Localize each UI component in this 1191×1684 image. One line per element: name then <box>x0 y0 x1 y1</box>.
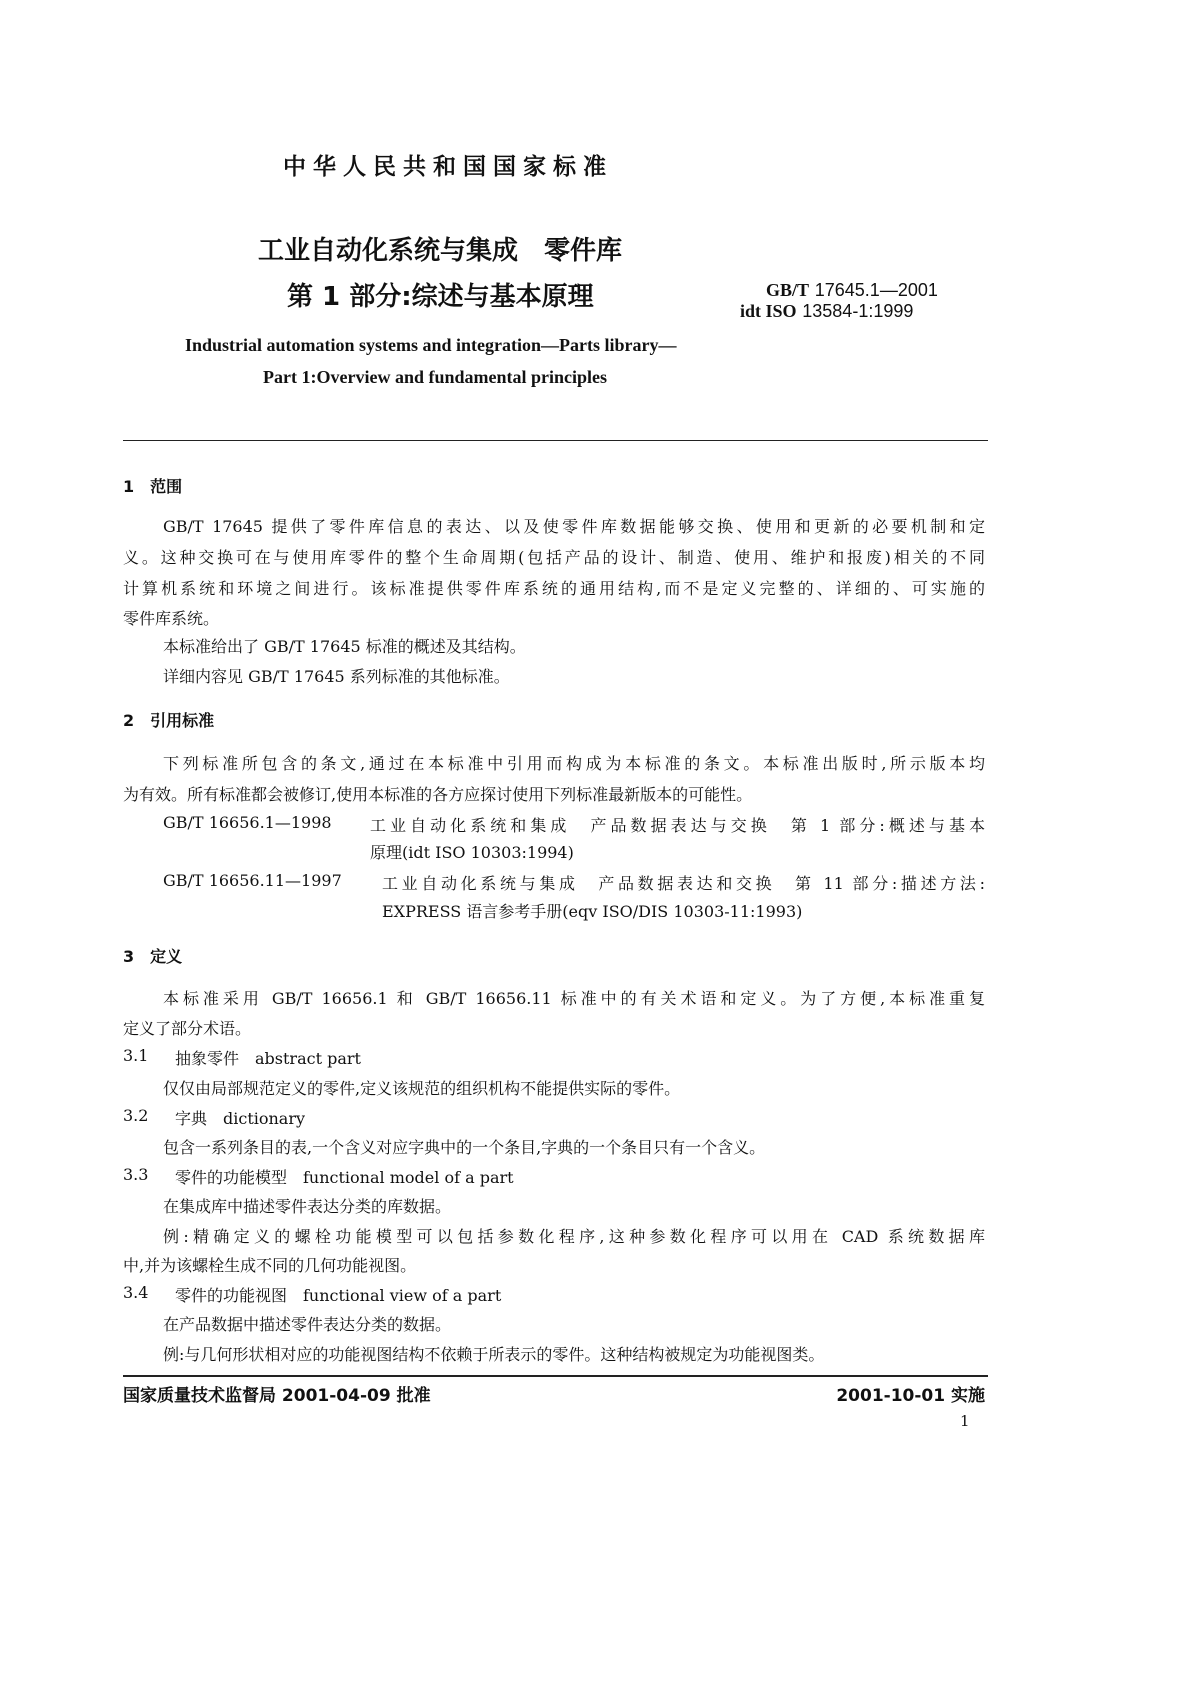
paragraph-line: 本标准给出了 GB/T 17645 标准的概述及其结构。 <box>163 637 526 656</box>
term-definition: 包含一系列条目的表,一个含义对应字典中的一个条目,字典的一个条目只有一个含义。 <box>163 1138 766 1157</box>
paragraph-line: 本标准采用 GB/T 16656.1 和 GB/T 16656.11 标准中的有关术语和定义。为了方便,本标准重复 <box>163 989 985 1008</box>
reference-title: 工业自动化系统与集成 产品数据表达和交换 第 11 部分:描述方法: <box>382 874 985 893</box>
term-name: 零件的功能模型 functional model of a part <box>175 1168 514 1187</box>
paragraph-line: 定义了部分术语。 <box>123 1019 252 1038</box>
paragraph-line: 为有效。所有标准都会被修订,使用本标准的各方应探讨使用下列标准最新版本的可能性。 <box>123 785 753 804</box>
english-title-2: Part 1:Overview and fundamental principles <box>263 367 607 387</box>
term-name: 字典 dictionary <box>175 1109 306 1128</box>
english-title-1: Industrial automation systems and integration—Parts library— <box>185 335 677 355</box>
standard-type-heading: 中华人民共和国国家标准 <box>283 154 613 180</box>
term-example: 例:与几何形状相对应的功能视图结构不依赖于所表示的零件。这种结构被规定为功能视图类。 <box>163 1345 825 1364</box>
term-number: 3.2 <box>123 1106 149 1125</box>
reference-code: GB/T 16656.1—1998 <box>163 813 332 832</box>
effective-date: 2001-10-01 实施 <box>836 1386 985 1406</box>
term-definition: 在集成库中描述零件表达分类的库数据。 <box>163 1197 452 1216</box>
paragraph-line: GB/T 17645 提供了零件库信息的表达、以及使零件库数据能够交换、使用和更新的必要机制和定 <box>163 517 985 536</box>
term-number: 3.1 <box>123 1046 149 1065</box>
section-1-heading: 1 范围 <box>123 477 183 496</box>
paragraph-line: 详细内容见 GB/T 17645 系列标准的其他标准。 <box>163 667 510 686</box>
title-line-2: 第 1 部分:综述与基本原理 <box>287 282 594 312</box>
idt-prefix: idt ISO <box>740 301 797 321</box>
idt-number: 13584-1:1999 <box>802 301 914 321</box>
title-line-1: 工业自动化系统与集成 零件库 <box>258 236 623 266</box>
term-example: 中,并为该螺栓生成不同的几何功能视图。 <box>123 1256 417 1275</box>
reference-title-cont: EXPRESS 语言参考手册(eqv ISO/DIS 10303-11:1993) <box>382 902 803 921</box>
term-name: 抽象零件 abstract part <box>175 1049 361 1068</box>
term-number: 3.4 <box>123 1283 149 1302</box>
header-rule <box>123 440 988 441</box>
page-number: 1 <box>960 1412 970 1430</box>
reference-title-cont: 原理(idt ISO 10303:1994) <box>370 843 574 862</box>
term-definition: 在产品数据中描述零件表达分类的数据。 <box>163 1315 452 1334</box>
paragraph-line: 下列标准所包含的条文,通过在本标准中引用而构成为本标准的条文。本标准出版时,所示版本均 <box>163 754 985 773</box>
section-2-heading: 2 引用标准 <box>123 711 215 730</box>
term-example: 例:精确定义的螺栓功能模型可以包括参数化程序,这种参数化程序可以用在 CAD 系统数据库 <box>163 1227 985 1246</box>
footer-rule <box>123 1375 988 1377</box>
paragraph-line: 义。这种交换可在与使用库零件的整个生命周期(包括产品的设计、制造、使用、维护和报废)相关的不同 <box>123 548 985 567</box>
section-3-heading: 3 定义 <box>123 947 183 966</box>
reference-code: GB/T 16656.11—1997 <box>163 871 342 890</box>
paragraph-line: 零件库系统。 <box>123 609 220 628</box>
term-definition: 仅仅由局部规范定义的零件,定义该规范的组织机构不能提供实际的零件。 <box>163 1079 681 1098</box>
approval-date: 国家质量技术监督局 2001-04-09 批准 <box>123 1386 431 1406</box>
term-number: 3.3 <box>123 1165 149 1184</box>
paragraph-line: 计算机系统和环境之间进行。该标准提供零件库系统的通用结构,而不是定义完整的、详细的、可实施的 <box>123 579 985 598</box>
term-name: 零件的功能视图 functional view of a part <box>175 1286 502 1305</box>
standard-code <box>740 280 938 322</box>
code-number: 17645.1—2001 <box>814 280 938 300</box>
code-prefix: GB/T <box>766 280 810 300</box>
reference-title: 工业自动化系统和集成 产品数据表达与交换 第 1 部分:概述与基本 <box>370 816 985 835</box>
